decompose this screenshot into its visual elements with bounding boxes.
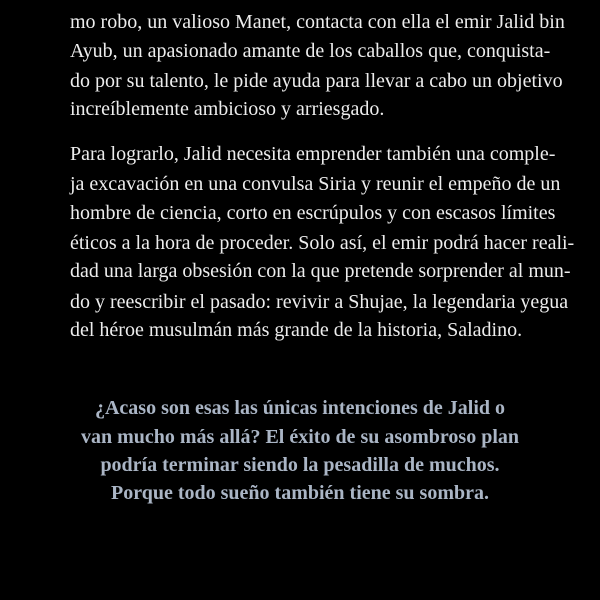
text-line: Para lograrlo, Jalid necesita emprender también una comple- <box>70 143 556 165</box>
text-line: dad una larga obsesión con la que pretende sorprender al mun- <box>70 260 571 282</box>
text-line: increíblemente ambicioso y arriesgado. <box>70 98 385 120</box>
text-line: do por su talento, le pide ayuda para llevar a cabo un objetivo <box>70 70 563 92</box>
text-line: del héroe musulmán más grande de la historia, Saladino. <box>70 319 523 341</box>
text-line: mo robo, un valioso Manet, contacta con ella el emir Jalid bin <box>70 11 565 33</box>
tagline-line: podría terminar siendo la pesadilla de muchos. <box>100 454 500 476</box>
tagline-line: Porque todo sueño también tiene su sombra. <box>111 482 489 504</box>
text-line: Ayub, un apasionado amante de los caballos que, conquista- <box>70 40 551 62</box>
tagline-line: ¿Acaso son esas las únicas intenciones de Jalid o <box>94 397 506 419</box>
text-line: éticos a la hora de proceder. Solo así, el emir podrá hacer reali- <box>70 232 575 254</box>
tagline-line: van mucho más allá? El éxito de su asombroso plan <box>80 426 520 448</box>
text-line: ja excavación en una convulsa Siria y reunir el empeño de un <box>70 173 561 195</box>
text-line: hombre de ciencia, corto en escrúpulos y con escasos límites <box>70 202 556 224</box>
text-line: do y reescribir el pasado: revivir a Shujae, la legendaria yegua <box>70 291 569 313</box>
